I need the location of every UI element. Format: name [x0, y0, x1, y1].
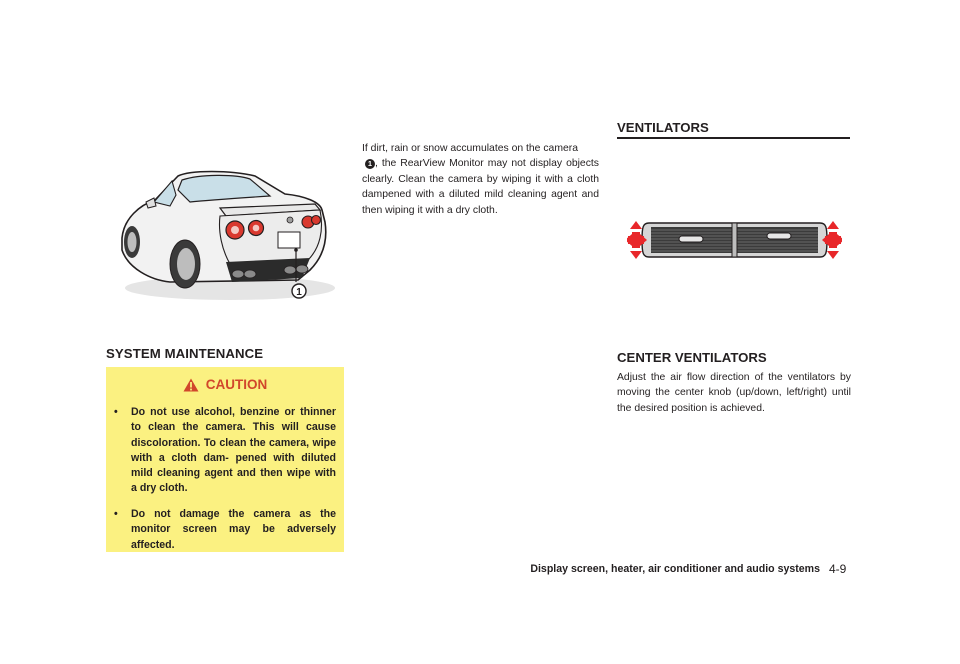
caution-title: CAUTION — [205, 377, 268, 392]
footer-section-title: Display screen, heater, air conditioner and audio systems — [530, 563, 820, 575]
warning-triangle-icon — [183, 378, 199, 392]
heading-rule — [617, 137, 850, 139]
caution-item — [114, 507, 336, 553]
caution-box — [106, 367, 344, 552]
camera-cleaning-paragraph — [362, 141, 599, 218]
callout-number: 1 — [365, 159, 375, 169]
caution-item-text: Do not use alcohol, benzine or thinner to clean the camera. This will cause discoloration. To clean the camera, wipe with a cloth dam- pened with diluted mild cleaning agent and then wipe with a dry cloth. — [131, 406, 336, 495]
camera-text-after: , the RearView Monitor may not display objects clearly. Clean the camera by wiping it with a cloth dampened with a diluted mild cleaning agent and then wiping it with a dry cloth. — [362, 158, 599, 216]
page-number: 4-9 — [829, 562, 847, 576]
car-rear-camera-illustration — [110, 150, 350, 310]
caution-header — [106, 377, 344, 392]
bullet: • — [114, 508, 118, 520]
center-ventilators-heading: CENTER VENTILATORS — [617, 350, 767, 365]
camera-callout-number: 1 — [296, 287, 302, 298]
ventilators-heading: VENTILATORS — [617, 120, 709, 135]
bullet: • — [114, 406, 118, 418]
caution-item — [114, 405, 336, 497]
caution-item-text: Do not damage the camera as the monitor screen may be adversely affected. — [131, 508, 336, 551]
center-ventilator-illustration — [627, 215, 842, 265]
system-maintenance-heading: SYSTEM MAINTENANCE — [106, 346, 264, 361]
center-ventilators-paragraph: Adjust the air flow direction of the ventilators by moving the center knob (up/down, left/right) until the desired position is achieved. — [617, 372, 851, 414]
camera-text-before: If dirt, rain or snow accumulates on the camera — [362, 143, 578, 154]
